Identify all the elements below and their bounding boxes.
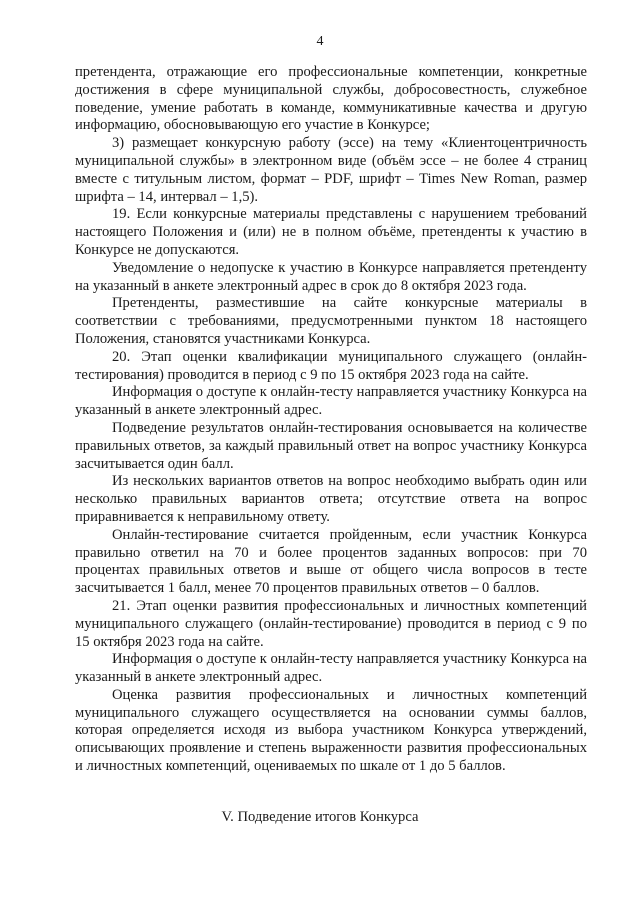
paragraph-10: Онлайн-тестирование считается пройденным, если участник Конкурса правильно ответил на 70 и более процентов заданных вопросов: при 70 процентах правильных ответов и выше от общего числа вопросов в тесте засчитывается 1 балл, менее 70 процентов правильных ответов – 0 баллов. [75,526,587,597]
paragraph-9: Из нескольких вариантов ответов на вопрос необходимо выбрать один или несколько правильных вариантов ответа; отсутствие ответа на вопрос приравнивается к неправильному ответу. [75,473,587,525]
paragraph-1: претендента, отражающие его профессиональные компетенции, конкретные достижения в сфере муниципальной службы, добросовестность, служебное поведение, умение работать в команде, коммуникативные качества и другую информацию, обосновывающую его участие в Конкурсе; [75,64,587,134]
paragraph-8: Подведение результатов онлайн-тестирования основывается на количестве правильных ответов, за каждый правильный ответ на вопрос участнику Конкурса засчитывается один балл. [75,419,587,472]
paragraph-3: 19. Если конкурсные материалы представлены с нарушением требований настоящего Положения и (или) не в полном объёме, претенденты к участию в Конкурсе не допускаются. [75,206,587,258]
paragraph-2: 3) размещает конкурсную работу (эссе) на тему «Клиентоцентричность муниципальной службы» в электронном виде (объём эссе – не более 4 страниц вместе с титульным листом, формат – PDF, шрифт – Times New Roman, размер шрифта – 14, интервал – 1,5). [75,135,587,205]
paragraph-6: 20. Этап оценки квалификации муниципального служащего (онлайн-тестирования) проводится в период с 9 по 15 октября 2023 года на сайте. [75,348,587,383]
paragraph-11: 21. Этап оценки развития профессиональных и личностных компетенций муниципального служащего (онлайн-тестирование) проводится в период с 9 по 15 октября 2023 года на сайте. [75,597,587,650]
paragraph-12: Информация о доступе к онлайн-тесту направляется участнику Конкурса на указанный в анкете электронный адрес. [75,651,587,686]
page-number: 4 [316,34,324,49]
paragraph-7: Информация о доступе к онлайн-тесту направляется участнику Конкурса на указанный в анкете электронный адрес. [75,384,587,419]
paragraph-13: Оценка развития профессиональных и личностных компетенций муниципального служащего осуществляется на основании суммы баллов, которая определяется исходя из выбора участником Конкурса утверждений, описывающих проявление и степень выраженности развития профессиональных и личностных компетенций, оцениваемых по шкале от 1 до 5 баллов. [75,686,587,775]
paragraph-5: Претенденты, разместившие на сайте конкурсные материалы в соответствии с требованиями, предусмотренными пунктом 18 настоящего Положения, становятся участниками Конкурса. [75,295,587,347]
section-heading: V. Подведение итогов Конкурса [221,809,419,825]
paragraph-4: Уведомление о недопуске к участию в Конкурсе направляется претенденту на указанный в анкете электронный адрес в срок до 8 октября 2023 года. [75,259,587,294]
body-text [75,64,587,776]
